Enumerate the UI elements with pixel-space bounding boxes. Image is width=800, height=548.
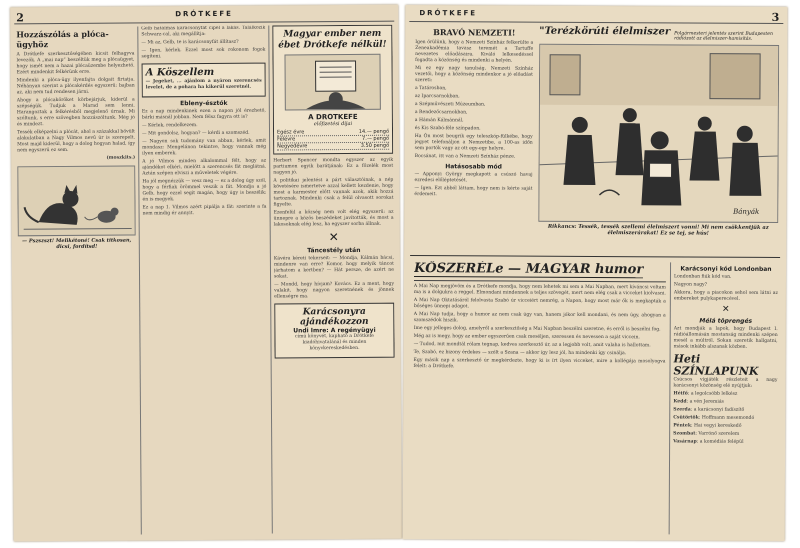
section-divider: [410, 255, 780, 258]
column-divider: [669, 262, 671, 534]
cast-separator: :: [687, 391, 691, 397]
page-number: 2: [16, 11, 24, 25]
paragraph: A politikai jelentést a párt választóinak, a nép követésére ismertetve azzal kellett kezdenie, hogy most a karmester előtt vannak azok, akik hozzá tartoznak. Mindenki csak a felül olvasott sorokat figyelte.: [273, 177, 394, 208]
paragraph: A Mai Nap megjövöm és a Drótkefe mondja, hogy nem lehetek mi sem a Mai Napban, mert kíváncsi voltam ma is a dolgukra a reggel. Elmondani mindennek a teljes szövegét, mert nem elég csak a vicceket kiolvasni.: [413, 284, 666, 297]
paragraph: — Nagyon sok tudomány van abban, kérlek, amit mondasz: Mengelánon tekintve, hogy vannak még ilyen emberek.: [142, 138, 267, 157]
list-item: az Iparcsarnokban,: [414, 94, 460, 100]
left-column-2: [141, 26, 269, 539]
paragraph: Ha Ön most beugrik egy teleszkóp-fülkébe, hogy jegyet telefonáljon a Nemzetibe, a 100-as időn sem portók vagy az ott egy-egy helyre.: [414, 134, 533, 152]
paragraph: — Igen, kérlek. Ezzel most sok rokonom fogok segíteni.: [141, 47, 266, 60]
cast-actor: a legolcsóbb lelkész: [690, 391, 738, 397]
cast-separator: :: [691, 423, 695, 429]
paragraph: Mindenki a plóca-ügy ilyenfajta dolgait firtatja. Néhányan szerint a plócakérdés egyszerű: bajban az, aki nem tud rendesen járni.: [16, 77, 135, 96]
reader-drawing: [285, 55, 380, 110]
street-cartoon: [538, 44, 779, 223]
paragraph: A Mai Nap tudja, hogy a humor az nem csak úgy van, hanem jókor kell mondani, és nem úgy, ahogyan a szomszédok hiszik.: [413, 312, 666, 324]
cast-separator: :: [696, 439, 700, 445]
article-title: KŐSZERÉLe — MAGYAR humor: [413, 261, 644, 278]
humor-header: [414, 261, 666, 278]
ad-subtitle: előfizetési díjai: [313, 120, 353, 128]
section-title: Hatásosabb mód: [445, 163, 502, 171]
paragraph: Csúcsos vígjáték részleteit a nagy karácsonyi közönség elé nyújtjuk:: [673, 377, 778, 389]
cartoon-header: [539, 26, 779, 42]
price-row: [277, 143, 389, 151]
paragraph: Gelb hatalmas karácsonyfát cipel a lakás. Találkozik Schwarz-cal, aki megállítja:: [141, 25, 266, 38]
paragraph: Kávéra kéreti tekerseit: — Mondja, Kálmán bácsi, mindenre van erre? Komor, hogy melyik táncot járhatom a kertben? — Hát persze, de azért ne sokat.: [273, 255, 395, 280]
price-label: Negyedévre: [277, 143, 308, 150]
cast-role: Péntek: [673, 423, 692, 429]
section-title: Mélá töprengés: [699, 317, 753, 325]
list-item: a Rendezőcsarnokban,: [414, 110, 468, 116]
paragraph: — Igen. Ezt abból láttam, hogy nem is kérte saját érdemeit.: [414, 186, 533, 198]
cast-row: [673, 439, 777, 446]
header-rule: [409, 21, 783, 24]
price-label: Félévre: [277, 136, 296, 143]
article-title: BRAVÓ NEMZETI!: [433, 27, 516, 38]
cast-row: [673, 431, 777, 438]
separator-cross-icon: ✕: [328, 230, 339, 245]
right-column-1: [414, 25, 533, 241]
masthead: DRÓTKEFE: [419, 9, 478, 18]
paragraph: — Mi az, Gelb, te is karácsonyfát állítasz?: [141, 39, 239, 46]
cast-actor: Hoffmann mesemondó: [701, 415, 755, 421]
list-item: a Szépművészeti Múzeumban,: [414, 102, 486, 108]
paragraph: Igen örülünk, hogy a Nemzeti Színház felkerülte a Zeneakadémia tavasz teremét a Tartuffe nevezetes előadásaira. Kiváló lelkesedéssel fogadta a közönség és mindenki a helyén.: [415, 40, 534, 64]
paragraph: Ahogy a plócaköröket körbejárjuk, kiderül a szépségük. Tudjuk a Marad sem lenni. Harangoztak a felkérésből megjelenő úrnak. Mi szóltunk, s erre szövegben hozzászóltunk. Még jó és mindezt.: [16, 97, 135, 128]
cartoon-panel: [538, 26, 779, 255]
paragraph: Bocsánat, itt van a Nemzeti Színház pénze.: [414, 154, 516, 160]
paragraph: Tessék elképzelni a plócát, ahol a százakkal bővült alakulatban a Nagy Vilmos nevű úr is szerepelt. Most majd kiderül, hogy a dolog hogyan halad, így nem egyszerű ez sem.: [16, 129, 136, 154]
paragraph: Ha jól megnézzük — vesz meg — ez a dolog úgy szól, hogy a férfiak örömmel veszik a fát. Mondja a jó Gelb, hogy ezzel segít magán, hogy úgy is beszélik: én is megyek.: [142, 178, 267, 203]
cast-actor: a karácsonyi fadíszítő: [693, 407, 745, 413]
cast-row: [673, 407, 777, 414]
christmas-ad-text: című könyvét, kapható a Drótkefe kiadóhivatalánál és minden könyvkereskedésben.: [295, 333, 374, 352]
separator-cross-icon: ✕: [722, 304, 730, 315]
masthead: DRÓTKEFE: [175, 9, 233, 19]
article-title: Hozzászólás a plóca-ügyhöz: [16, 28, 109, 50]
paragraph: Ezenfelül a község nem volt elég egyszerű: az ünnepre a közös beszédeket javították, és most a lakosoknak elég lesz, ha egyszer sorba állnak.: [273, 209, 394, 228]
price-value: 7.— pengő: [362, 135, 390, 142]
list-item: és Kis Szabó-féle színpadon.: [414, 126, 481, 132]
cast-separator: :: [686, 399, 690, 405]
cartoon-subtitle: Polgármesteri jelentés szerint Budapesten rádiózott az élelmiszer-hamisítás.: [674, 31, 773, 42]
cartoon-drawing: [18, 166, 135, 235]
christmas-ad: [274, 303, 394, 359]
paragraph: — Kérlek, rendelkezem.: [141, 123, 198, 129]
cartoon-caption: Rikkancs: Tessék, tessék szellemi élelmiszert vonni! Mi nem csökkentjük az élelmiszerárakat! Ez se tej, se hús!: [547, 223, 769, 237]
cartoon-caption: — Pszszszt! Melikétoné! Csak titkosan, dicsi, fordítsd!: [22, 237, 132, 251]
paragraph: — Tudod, mit mondtál rólam tegnap, kedves szerkesztő úr, az a legjobb volt, amit valaha is hallottam.: [413, 342, 651, 349]
cast-row: [673, 415, 777, 422]
left-page: [10, 5, 402, 542]
paragraph: Mi ez egy nagy tanulság, Nemzeti Színház vezetői, hogy a közönség mindenkor a jó előadást szereti:: [414, 66, 534, 84]
cast-role: Csütörtök: [673, 415, 699, 421]
cast-separator: :: [690, 407, 694, 413]
list-item: a Hámán Kálmánnál,: [414, 118, 464, 124]
paragraph: Londonban fiúk kód van.: [673, 274, 732, 280]
street-scene-drawing: [539, 45, 778, 222]
left-column-1: [16, 26, 138, 539]
cast-role: Kedd: [673, 399, 687, 405]
cast-actor: a komédiás felépül: [699, 439, 744, 445]
cartoon-signature: Bányák: [733, 207, 760, 216]
subscription-ad: [272, 25, 393, 155]
page-number: 3: [771, 10, 780, 24]
ad-illustration: [284, 54, 380, 111]
paragraph: — Mondd, hogy hívjam? Kovács. Ez a ment, hogy valakit, hogy nagyon szeretnének és jönnek ellenségre ma.: [274, 281, 395, 300]
cast-actor: Hai vegyi kereskedő: [694, 423, 742, 429]
section-title: Ebleny-észtók: [180, 99, 228, 108]
paragraph: Még az is megy, hogy az ember egyszerűen csak meséljen, szeressen és nevessen a saját viccein.: [413, 334, 640, 341]
paragraph: — Mit gondolsz, hogyan? — kérdi a szomszéd.: [142, 130, 250, 137]
paragraph: Ime egy jelleges dolog, amelyről a szerkesztőség a Mai Napban beszélni szeretne, és erről is beszélni fog.: [413, 326, 661, 333]
cast-row: [673, 423, 777, 430]
price-label: Egész évre: [276, 129, 305, 136]
cast-actor: Varrónő szerelem: [698, 431, 740, 437]
paragraph: Herbert Spencer mondta egyszer az egyik partiumon egyik barátjának: Ez a főzelék most nagyon jó.: [273, 157, 394, 176]
ad-title: Magyar ember nem ébet Drótkefe nélkül!: [278, 28, 387, 51]
cast-role: Szombat: [673, 431, 696, 437]
humor-article: [413, 261, 666, 534]
paragraph: A Drótkefe szerkesztőségében kicsit felhagyva levezök. A „mai nap” beszéltük meg a plócaügyet, hogy ismét nem a hazai plócaüzembe helyezhető. Ezért mindenkit felkérünk erre.: [16, 51, 135, 76]
christmas-ad-title: Karácsonyra ajándékozzon: [300, 306, 369, 328]
paragraph: Ez a nap mindenkinek ezen a napon jól érezhető, bárki másnál jobban. Nem félsz fagyra ott is?: [141, 108, 266, 121]
cast-list: [673, 391, 777, 446]
paragraph: Nagyon nagy?: [673, 282, 708, 288]
left-column-3: [272, 25, 396, 538]
cast-role: Szerda: [673, 407, 691, 413]
list-item: a Tatárosban,: [414, 86, 447, 92]
paragraph: Te, Szabó, ez bizony érdekes — szólt a Szana — akkor így lesz jól, ha mindenki így csinálja.: [413, 350, 627, 357]
christmas-ad-subtitle: Undi Imre: A regényügyi: [293, 326, 376, 335]
paragraph: Azt mondják a lapok, hogy Budapest I. rádióállomásán mostanság mindenki szépen mesél a múltról. Sokan szeretik hallgatni, mások inkább alszanak közben.: [673, 326, 778, 350]
greeting-title: A Köszellem: [145, 66, 215, 79]
cast-separator: :: [698, 415, 702, 421]
paragraph: A jó Vilmos minden alkalommal félt, hogy az ajándékot elkéri, mielőtt a szerencsés fát meglátná. Aztán szépen elviszi a műveletek végére.: [142, 158, 267, 177]
cast-role: Hétfő: [673, 391, 688, 397]
cartoon-title: "Terézkörúti élelmiszer: [539, 25, 671, 38]
cat-mouse-cartoon: [17, 165, 135, 236]
section-title: Táncestély után: [307, 246, 361, 255]
cast-row: [673, 391, 777, 398]
cast-separator: :: [695, 431, 699, 437]
right-column-side: [673, 262, 778, 535]
paragraph: — Apponyi György megkapott a csúszó havaj ezredesi előléptetését.: [414, 172, 533, 184]
section-title: Heti SZÍNLAPUNK: [673, 352, 759, 378]
greeting-text: — Jegeket, ... ajánlom a nyáron szerencsés levelet, de a pohara ha kikerül szeretnél.: [145, 78, 262, 91]
paragraph: Egy másik nap a szerkesztő úr megkérdezte, hogy ki is írt ilyen vicceket, mire a kollégája mosolyogva felelt: a Drótkefe.: [413, 358, 666, 370]
cast-actor: a vén Jeremiás: [689, 399, 724, 405]
right-page: [403, 5, 788, 541]
cast-role: Vasárnap: [673, 439, 697, 445]
cast-row: [673, 399, 777, 406]
paragraph: Akkora, hogy a piacokon sehol sem látni az embereket pulykaperecével.: [673, 290, 778, 302]
greeting-box: [142, 63, 266, 98]
ad-brand: A DROTKEFE: [308, 112, 358, 122]
header-rule: [14, 21, 394, 25]
signature: (moszkits.): [106, 155, 136, 161]
price-value: 3.50 pengő: [360, 142, 390, 149]
price-value: 14.— pengő: [358, 128, 390, 135]
section-title: Karácsonyi kód Londonban: [680, 265, 772, 273]
paragraph: Ez a nap 1. Vilmos azért pipálja a fát: szerinte a fa nem mindig ér annyit.: [142, 204, 267, 217]
paragraph: A Mai Nap Oktatásáról felolvasta Szabó úr vicceiért nemrég, a Napon, hogy most már ők is megkapták a bőséges ünnepi adagot.: [413, 298, 666, 310]
title-rule: [414, 280, 666, 282]
